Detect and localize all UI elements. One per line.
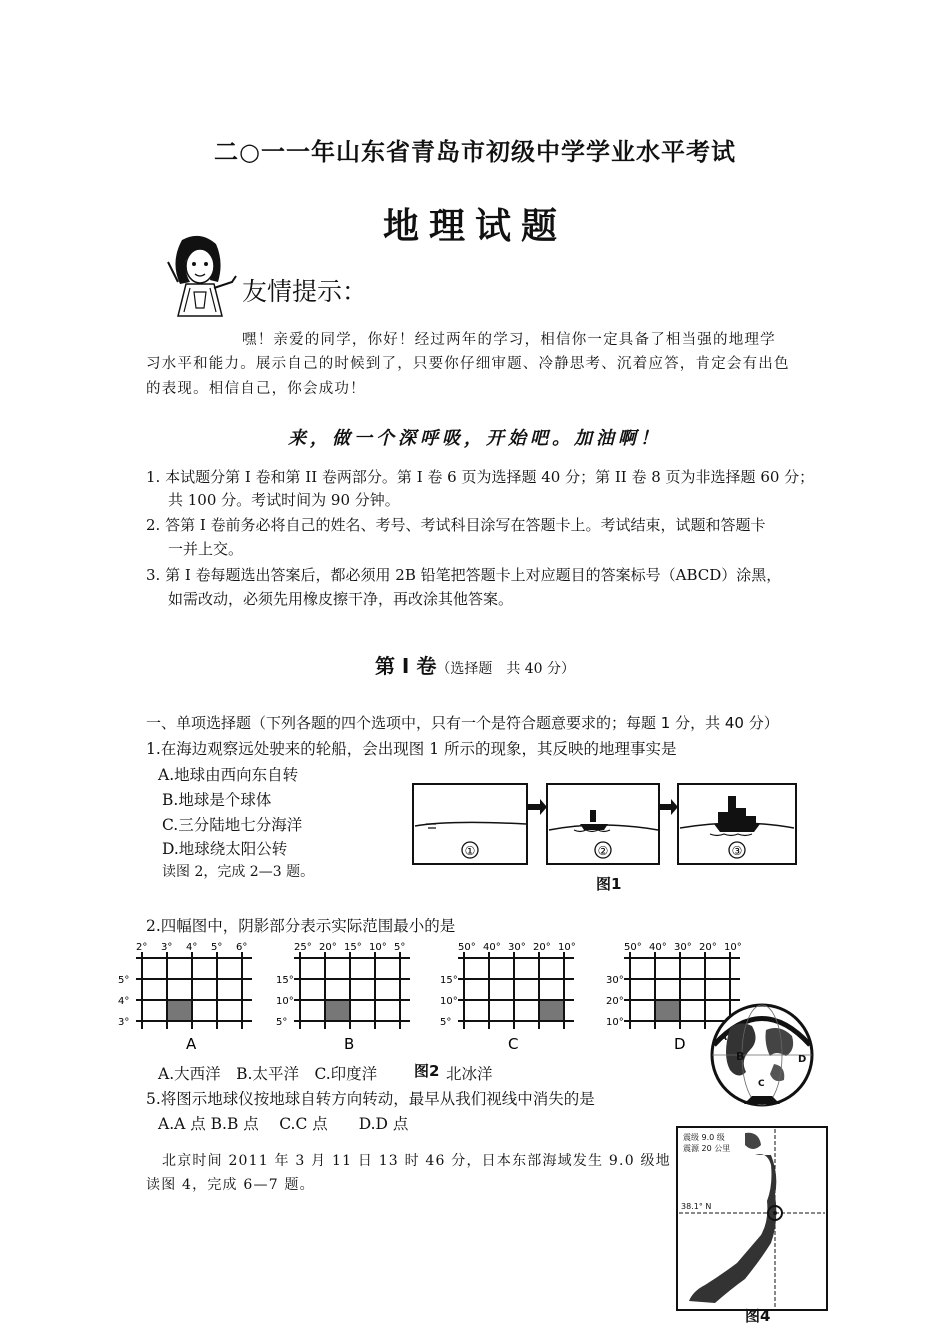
read-figure-2: 读图 2，完成 2—3 题。 bbox=[162, 864, 315, 880]
grid-left-label: 10° bbox=[276, 996, 294, 1007]
grid-top-label: 3° bbox=[161, 942, 173, 953]
grid-top-label: 30° bbox=[508, 942, 526, 953]
q1-option-d: D.地球绕太阳公转 bbox=[162, 840, 288, 858]
grid-letter-label: B bbox=[344, 1035, 355, 1053]
note-3-line-1: 3. 第 I 卷每题选出答案后，都必须用 2B 铅笔把答题卡上对应题目的答案标号（ABCD）涂黑， bbox=[146, 566, 782, 584]
intro-line-3: 的表现。相信自己，你会成功！ bbox=[146, 381, 366, 397]
note-1-line-1: 1. 本试题分第 I 卷和第 II 卷两部分。第 I 卷 6 页为选择题 40 分；第 II 卷 8 页为非选择题 60 分； bbox=[146, 468, 815, 486]
grid-top-label: 25° bbox=[294, 942, 312, 953]
note-3-line-2: 如需改动，必须先用橡皮擦干净，再改涂其他答案。 bbox=[168, 590, 514, 608]
grid-left-label: 20° bbox=[606, 996, 624, 1007]
question-2: 2.四幅图中，阴影部分表示实际范围最小的是 bbox=[146, 917, 456, 935]
grid-b bbox=[276, 942, 410, 1053]
news-line: 北京时间 2011 年 3 月 11 日 13 时 46 分，日本东部海域发生 9.0 级地 bbox=[162, 1153, 671, 1169]
grid-left-label: 30° bbox=[606, 975, 624, 986]
grid-top-label: 20° bbox=[699, 942, 717, 953]
grid-left-label: 5° bbox=[440, 1017, 452, 1028]
question-1: 1.在海边观察远处驶来的轮船，会出现图 1 所示的现象，其反映的地理事实是 bbox=[146, 740, 677, 758]
figure-4-japan-map bbox=[675, 1125, 830, 1313]
grid-top-label: 5° bbox=[211, 942, 223, 953]
note-2-line-2: 一并上交。 bbox=[168, 540, 244, 558]
note-2-line-1: 2. 答第 I 卷前务必将自己的姓名、考号、考试科目涂写在答题卡上。考试结束，试题和答题卡 bbox=[146, 516, 766, 534]
grid-top-label: 5° bbox=[394, 942, 406, 953]
grid-left-label: 10° bbox=[606, 1017, 624, 1028]
cheer-line: 来，做一个深呼吸，开始吧。加油啊！ bbox=[288, 428, 662, 449]
grid-top-label: 10° bbox=[724, 942, 742, 953]
grid-left-label: 15° bbox=[276, 975, 294, 986]
grid-top-label: 4° bbox=[186, 942, 198, 953]
figure-1-label: 图1 bbox=[596, 875, 622, 893]
grid-top-label: 40° bbox=[483, 942, 501, 953]
tip-label: 友情提示： bbox=[242, 277, 368, 306]
subject-title: 地理试题 bbox=[382, 205, 567, 247]
intro-line-1: 嘿！亲爱的同学，你好！经过两年的学习，相信你一定具备了相当强的地理学 bbox=[242, 332, 776, 348]
arrow-icon bbox=[660, 799, 678, 815]
q5-options: A.A 点 B.B 点 C.C 点 D.D 点 bbox=[158, 1115, 409, 1133]
fig4-latitude: 38.1° N bbox=[681, 1202, 712, 1211]
grid-left-label: 5° bbox=[118, 975, 130, 986]
grid-left-label: 15° bbox=[440, 975, 458, 986]
grid-top-label: 50° bbox=[458, 942, 476, 953]
figure-2-grids bbox=[118, 940, 742, 1065]
grid-top-label: 30° bbox=[674, 942, 692, 953]
grid-top-label: 50° bbox=[624, 942, 642, 953]
grid-letter-label: A bbox=[186, 1035, 197, 1053]
grid-top-label: 20° bbox=[319, 942, 337, 953]
shaded-cell bbox=[539, 1000, 564, 1021]
grid-a bbox=[118, 942, 252, 1053]
shaded-cell bbox=[167, 1000, 192, 1021]
figure-4-label: 图4 bbox=[745, 1307, 771, 1325]
question-5: 5.将图示地球仪按地球自转方向转动，最早从我们视线中消失的是 bbox=[146, 1090, 595, 1108]
read-figure-4: 读图 4，完成 6—7 题。 bbox=[146, 1177, 315, 1193]
grid-letter-label: D bbox=[674, 1035, 686, 1053]
section-title-main: 第 Ⅰ 卷 bbox=[374, 654, 437, 678]
globe-point-a: A bbox=[720, 1033, 727, 1043]
figure-1-ships bbox=[410, 780, 802, 870]
intro-line-2: 习水平和能力。展示自己的时候到了，只要你仔细审题、冷静思考、沉着应答，肯定会有出色 bbox=[146, 356, 790, 372]
panel-1-label: ① bbox=[464, 844, 476, 858]
q4-options: A.大西洋 B.太平洋 C.印度洋 bbox=[158, 1065, 378, 1083]
globe-illustration bbox=[700, 1000, 830, 1110]
q1-option-b: B.地球是个球体 bbox=[162, 791, 272, 809]
shaded-cell bbox=[325, 1000, 350, 1021]
grid-top-label: 10° bbox=[369, 942, 387, 953]
section-subtitle: （选择题 共 40 分） bbox=[436, 661, 576, 677]
globe-point-d: D bbox=[798, 1054, 807, 1065]
grid-top-label: 6° bbox=[236, 942, 248, 953]
grid-top-label: 15° bbox=[344, 942, 362, 953]
grid-c bbox=[440, 942, 576, 1053]
fig4-depth: 震源 20 公里 bbox=[683, 1144, 731, 1153]
globe-point-b: B bbox=[736, 1050, 745, 1063]
grid-top-label: 10° bbox=[558, 942, 576, 953]
exam-title: 二○一一年山东省青岛市初级中学学业水平考试 bbox=[214, 137, 736, 166]
section-title bbox=[0, 650, 950, 679]
fig4-magnitude: 震级 9.0 级 bbox=[683, 1133, 725, 1142]
arrow-icon bbox=[528, 799, 547, 815]
q4-option-d: 北冰洋 bbox=[446, 1065, 493, 1083]
part1-heading: 一、单项选择题（下列各题的四个选项中，只有一个是符合题意要求的；每题 1 分，共 40 分） bbox=[146, 714, 779, 732]
note-1-line-2: 共 100 分。考试时间为 90 分钟。 bbox=[168, 491, 400, 509]
grid-top-label: 20° bbox=[533, 942, 551, 953]
grid-left-label: 5° bbox=[276, 1017, 288, 1028]
grid-left-label: 4° bbox=[118, 996, 130, 1007]
shaded-cell bbox=[655, 1000, 680, 1021]
grid-letter-label: C bbox=[508, 1035, 519, 1053]
q1-option-a: A.地球由西向东自转 bbox=[158, 766, 299, 784]
grid-left-label: 3° bbox=[118, 1017, 130, 1028]
grid-top-label: 2° bbox=[136, 942, 148, 953]
figure-2-label: 图2 bbox=[414, 1062, 440, 1080]
grid-left-label: 10° bbox=[440, 996, 458, 1007]
globe-point-c: C bbox=[758, 1079, 765, 1089]
panel-2-label: ② bbox=[597, 844, 609, 858]
cartoon-girl-illustration bbox=[160, 232, 240, 318]
panel-3-label: ③ bbox=[731, 844, 743, 858]
grid-top-label: 40° bbox=[649, 942, 667, 953]
q1-option-c: C.三分陆地七分海洋 bbox=[162, 816, 303, 834]
